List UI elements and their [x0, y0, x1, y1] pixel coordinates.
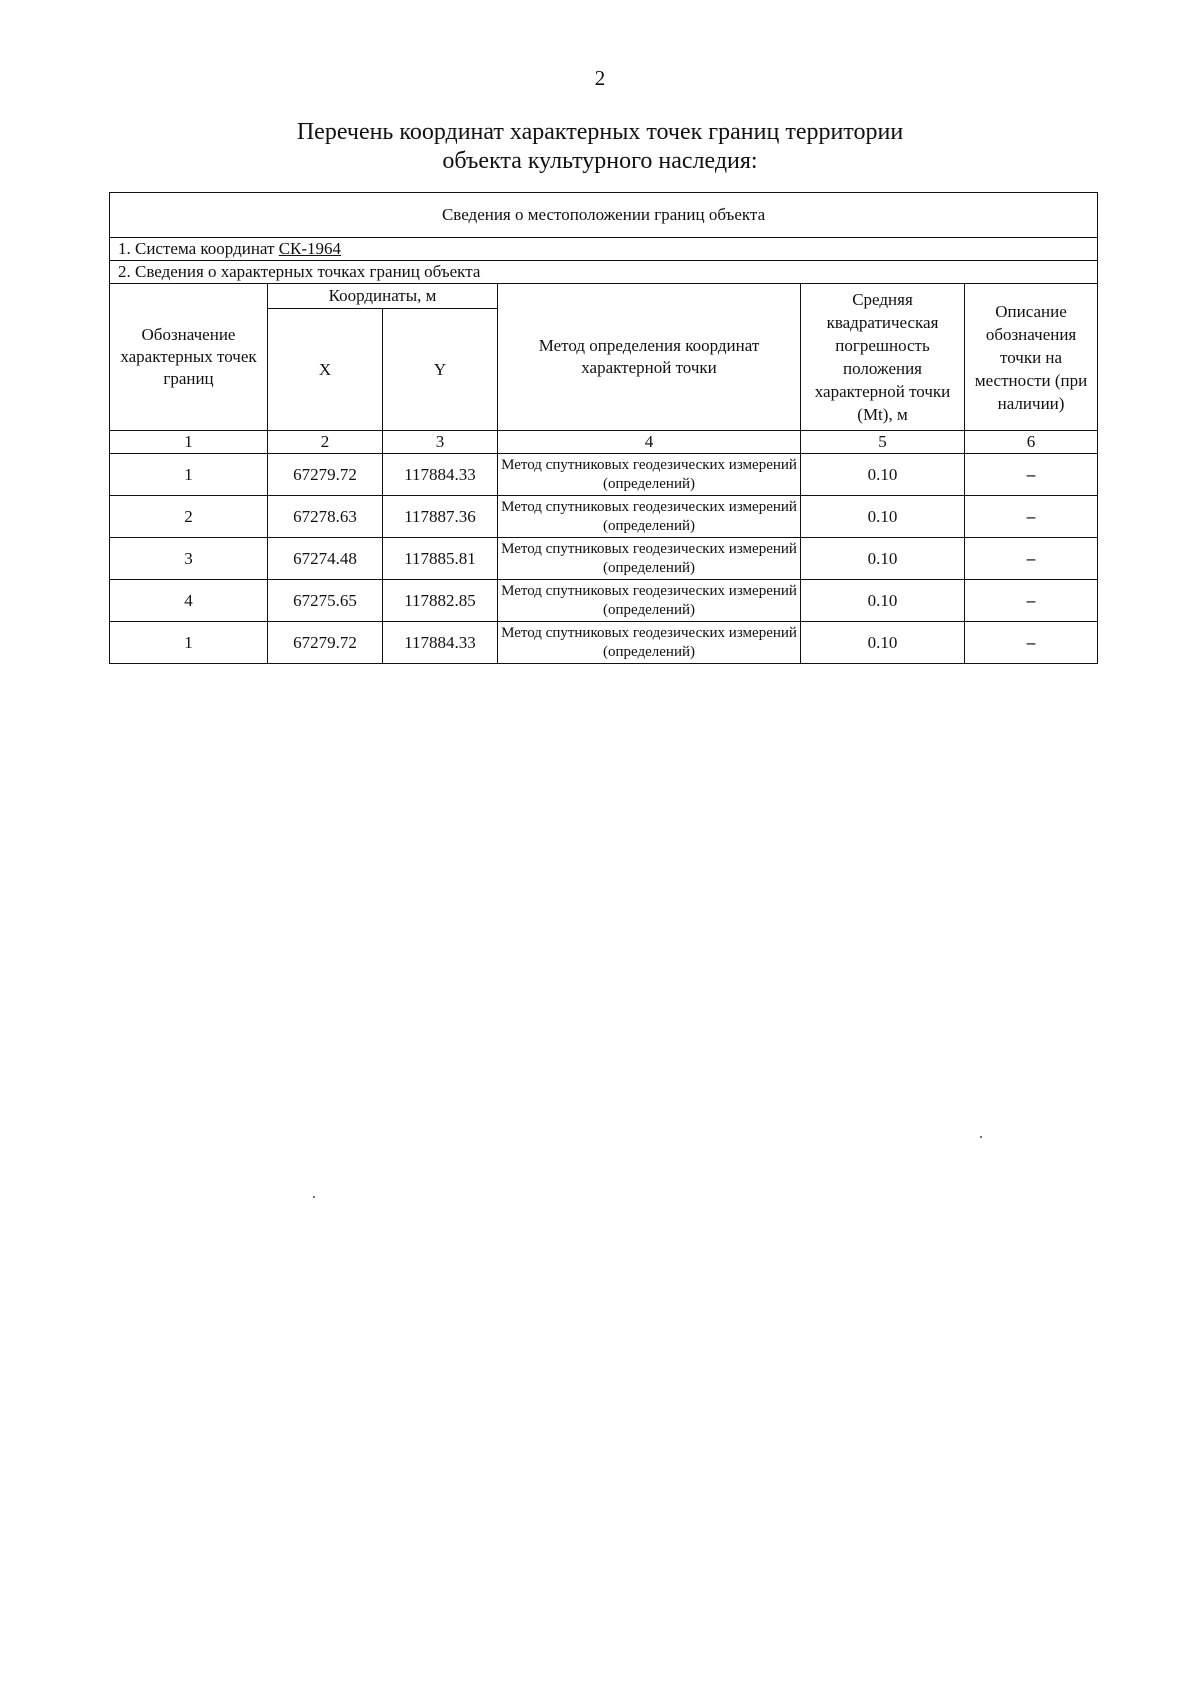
document-title [0, 118, 1200, 176]
col-number: 4 [498, 431, 801, 454]
col-method-header: Метод определения координат характерной точки [498, 284, 801, 431]
cell-y: 117882.85 [383, 580, 498, 622]
cell-y: 117887.36 [383, 496, 498, 538]
coord-system-prefix: 1. Система координат [118, 239, 279, 258]
cell-x: 67279.72 [268, 454, 383, 496]
cell-x: 67274.48 [268, 538, 383, 580]
cell-x: 67278.63 [268, 496, 383, 538]
cell-description: – [965, 580, 1098, 622]
column-numbers-row [110, 431, 1098, 454]
cell-point: 4 [110, 580, 268, 622]
col-number: 3 [383, 431, 498, 454]
cell-error: 0.10 [801, 454, 965, 496]
table-row [110, 454, 1098, 496]
col-description-header: Описание обозначения точки на местности (при наличии) [965, 284, 1098, 431]
cell-description: – [965, 496, 1098, 538]
cell-y: 117884.33 [383, 622, 498, 664]
page-number: 2 [594, 66, 606, 90]
cell-error: 0.10 [801, 538, 965, 580]
cell-x: 67279.72 [268, 622, 383, 664]
cell-point: 1 [110, 622, 268, 664]
cell-y: 117884.33 [383, 454, 498, 496]
col-number: 1 [110, 431, 268, 454]
cell-method: Метод спутниковых геодезических измерений (определений) [498, 496, 801, 538]
col-y-header: Y [383, 309, 498, 431]
table-row [110, 496, 1098, 538]
col-error-text: Средняя квадратическая погрешность положения характерной точки (Mt), м [814, 290, 951, 424]
section-header: Сведения о местоположении границ объекта [110, 193, 1098, 238]
cell-error: 0.10 [801, 622, 965, 664]
coord-system-line [110, 238, 1098, 261]
scan-speck [313, 1196, 315, 1198]
cell-description: – [965, 538, 1098, 580]
cell-method: Метод спутниковых геодезических измерений (определений) [498, 622, 801, 664]
coord-system-code: СК-1964 [278, 239, 342, 258]
cell-error: 0.10 [801, 580, 965, 622]
cell-y: 117885.81 [383, 538, 498, 580]
cell-method: Метод спутниковых геодезических измерений (определений) [498, 538, 801, 580]
cell-method: Метод спутниковых геодезических измерений (определений) [498, 580, 801, 622]
table-row [110, 538, 1098, 580]
scan-speck [980, 1136, 982, 1138]
cell-error: 0.10 [801, 496, 965, 538]
col-x-header: X [268, 309, 383, 431]
table-row [110, 622, 1098, 664]
cell-description: – [965, 454, 1098, 496]
col-number: 5 [801, 431, 965, 454]
cell-description: – [965, 622, 1098, 664]
points-header: 2. Сведения о характерных точках границ объекта [110, 261, 1098, 284]
col-coords-group-header: Координаты, м [268, 284, 498, 309]
title-line-2: объекта культурного наследия: [442, 148, 758, 174]
col-designation-header: Обозначение характерных точек границ [110, 284, 268, 431]
cell-point: 1 [110, 454, 268, 496]
col-number: 2 [268, 431, 383, 454]
table-row [110, 580, 1098, 622]
coordinates-table [109, 192, 1098, 664]
cell-method: Метод спутниковых геодезических измерений (определений) [498, 454, 801, 496]
title-line-1: Перечень координат характерных точек границ территории [296, 119, 904, 145]
col-number: 6 [965, 431, 1098, 454]
cell-point: 2 [110, 496, 268, 538]
cell-x: 67275.65 [268, 580, 383, 622]
col-error-header [801, 284, 965, 431]
cell-point: 3 [110, 538, 268, 580]
